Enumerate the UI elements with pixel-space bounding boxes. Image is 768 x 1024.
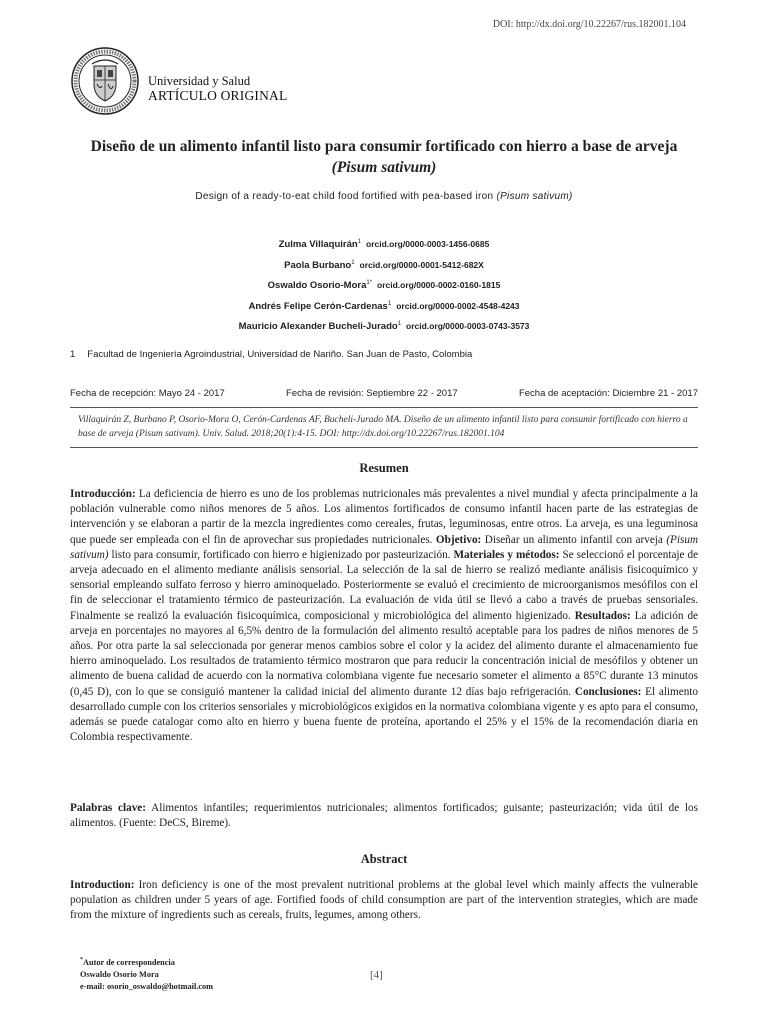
english-title-main: Design of a ready-to-eat child food fortified with pea-based iron — [195, 191, 494, 202]
date-accepted: Fecha de aceptación: Diciembre 21 - 2017 — [518, 388, 698, 399]
orcid-link[interactable]: orcid.org/0000-0001-5412-682X — [359, 259, 484, 270]
university-seal-logo — [70, 46, 140, 116]
author-row — [70, 294, 698, 315]
objective-text-b: listo para consumir, fortificado con hierro e higienizado por pasteurización. — [111, 548, 451, 561]
methods-label: Materiales y métodos: — [453, 548, 560, 561]
orcid-link[interactable]: orcid.org/0000-0002-0160-1815 — [377, 280, 501, 291]
english-title — [70, 191, 698, 202]
correspondence-name: Oswaldo Osorio Mora — [80, 969, 159, 979]
title-main: Diseño de un alimento infantil listo para consumir fortificado con hierro a base de arveja — [90, 138, 678, 155]
intro-label: Introducción: — [70, 488, 136, 500]
abstract-heading: Abstract — [360, 852, 408, 866]
results-text: La adición de arveja en porcentajes no mayores al 6,5% dentro de la formulación del alimento resultó aceptable para los padres de niños menores de 5 años. Por otra parte la sal seleccionada por generar menos cambios sobre el color y la acidez del alimento durante el almacenamiento fue hierro aminoquelado. Los resultados de tratamiento térmico mostraron que para reducir la concentración inicial de mesófilos y obtener un alimento de buena calidad de acuerdo con la normativa colombiana vigente fue necesario someter el alimento a 85°C durante 13 minutos (0,45 D), con lo que se consiguió mantener la calidad inicial del alimento durante 12 días bajo refrigeración. — [70, 609, 699, 698]
author-row — [70, 253, 698, 274]
author-name: Zulma Villaquirán — [278, 239, 358, 251]
intro-text: La deficiencia de hierro es uno de los problemas nutricionales más prevalentes a nivel mundial y afecta principalmente a la población vulnerable como niños menores de 5 años. Los alimentos fortificados de consumo infantil hacen parte de las estrategias de intervención y se elaboran a partir de la mezcla ingredientes como cereales, frutas, leguminosas, entre otros. La arveja, es una leguminosa que puede ser empleada con el fin de aprovechar sus propiedades nutricionales. — [70, 488, 698, 546]
article-dates — [70, 388, 698, 399]
article-section: ARTÍCULO ORIGINAL — [148, 88, 288, 103]
keywords-text: Alimentos infantiles; requerimientos nutricionales; alimentos fortificados; guisante; pasteurización; vida útil de los alimentos. (Fuente: DeCS, Bireme). — [70, 802, 698, 830]
affiliation-number: 1 — [70, 349, 76, 360]
author-affil-mark: 1 — [357, 239, 362, 245]
author-affil-mark: 1 — [397, 321, 402, 327]
orcid-link[interactable]: orcid.org/0000-0003-0743-3573 — [406, 321, 530, 332]
title-species: (Pisum sativum) — [331, 159, 437, 176]
resumen-body — [70, 487, 698, 745]
author-affil-mark: 1* — [366, 280, 373, 286]
affiliation-text: Facultad de Ingeniería Agroindustrial, Universidad de Nariño. San Juan de Pasto, Colombia — [87, 349, 473, 360]
citation-text: Villaquirán Z, Burbano P, Osorio-Mora O, Cerón-Cardenas AF, Bucheli-Jurado MA. Diseño de un alimento infantil listo para consumir fortificado con hierro a base de arveja (Pisum sativum). Univ. Salud. 2018;20(1):4-15. DOI: http://dx.doi.org/10.22267/rus.182001.104 — [78, 415, 688, 439]
abstract-body — [70, 878, 698, 924]
keywords — [70, 801, 698, 831]
doi-header[interactable]: DOI: http://dx.doi.org/10.22267/rus.182001.104 — [492, 19, 686, 30]
objective-species: (Pisum sativum) — [70, 533, 699, 561]
author-name: Paola Burbano — [284, 259, 352, 271]
journal-name: Universidad y Salud — [148, 74, 251, 88]
author-name: Andrés Felipe Cerón-Cardenas — [248, 300, 388, 312]
journal-header — [148, 74, 287, 103]
date-received: Fecha de recepción: Mayo 24 - 2017 — [70, 388, 225, 399]
correspondence-label: Autor de correspondencia — [83, 957, 175, 967]
objective-label: Objetivo: — [435, 533, 482, 546]
english-title-species: (Pisum sativum) — [496, 191, 573, 202]
author-affil-mark: 1 — [387, 300, 392, 307]
correspondence: *Autor de correspondencia Oswaldo Osorio Mora e-mail: osorio_oswaldo@hotmail.com — [80, 957, 214, 991]
conclusions-text: El alimento desarrollado cumple con los criterios sensoriales y microbiológicos exigidos en la normativa colombiana vigente y es apto para el consumo, además se puede catalogar como alto en hierro y buena fuente de proteína, aportando el 25% y el 15% de la recomendación diaria en Colombia respectivamente. — [70, 685, 698, 744]
author-row — [70, 314, 698, 335]
author-name: Oswaldo Osorio-Mora — [267, 280, 367, 292]
orcid-link[interactable]: orcid.org/0000-0002-4548-4243 — [396, 300, 520, 311]
author-row — [70, 273, 698, 294]
article-title — [70, 136, 698, 178]
author-affil-mark: 1 — [351, 259, 355, 266]
correspondence-email[interactable]: e-mail: osorio_oswaldo@hotmail.com — [80, 981, 214, 991]
orcid-link[interactable]: orcid.org/0000-0003-1456-0685 — [366, 239, 490, 250]
results-label: Resultados: — [574, 609, 631, 622]
conclusions-label: Conclusiones: — [574, 685, 642, 698]
author-row — [70, 232, 698, 253]
author-name: Mauricio Alexander Bucheli-Jurado — [238, 321, 398, 333]
keywords-label: Palabras clave: — [70, 802, 146, 814]
date-revised: Fecha de revisión: Septiembre 22 - 2017 — [286, 388, 458, 399]
resumen-heading: Resumen — [359, 461, 409, 475]
objective-text-a: Diseñar un alimento infantil con arveja — [484, 533, 663, 546]
abstract-intro-text: Iron deficiency is one of the most prevalent nutritional problems at the global level which mainly affects the vulnerable population as children under 5 years of age. Fortified foods of child consumption are part of the intervention strategies, which are made from the mixture of ingredients such as cereals, fruits, legumes, among others. — [70, 879, 699, 922]
abstract-intro-label: Introduction: — [70, 879, 135, 891]
author-list — [70, 232, 698, 335]
methods-text: Se seleccionó el porcentaje de arveja adecuado en el alimento mediante análisis sensorial. La selección de la sal de hierro se realizó mediante análisis fisicoquímico y sensorial empleando sulfato ferroso y hierro aminoquelado. Posteriormente se evaluó el crecimiento de microorganismos mesófilos con el fin de seleccionar el tratamiento térmico de pasteurización. La evaluación de vida útil se llevó a cabo a través de pruebas sensoriales. Finalmente se realizó la evaluación fisicoquímica, composicional y microbiológica del alimento higienizado. — [70, 548, 699, 622]
affiliation — [70, 349, 472, 360]
page-number: [4] — [370, 969, 383, 981]
